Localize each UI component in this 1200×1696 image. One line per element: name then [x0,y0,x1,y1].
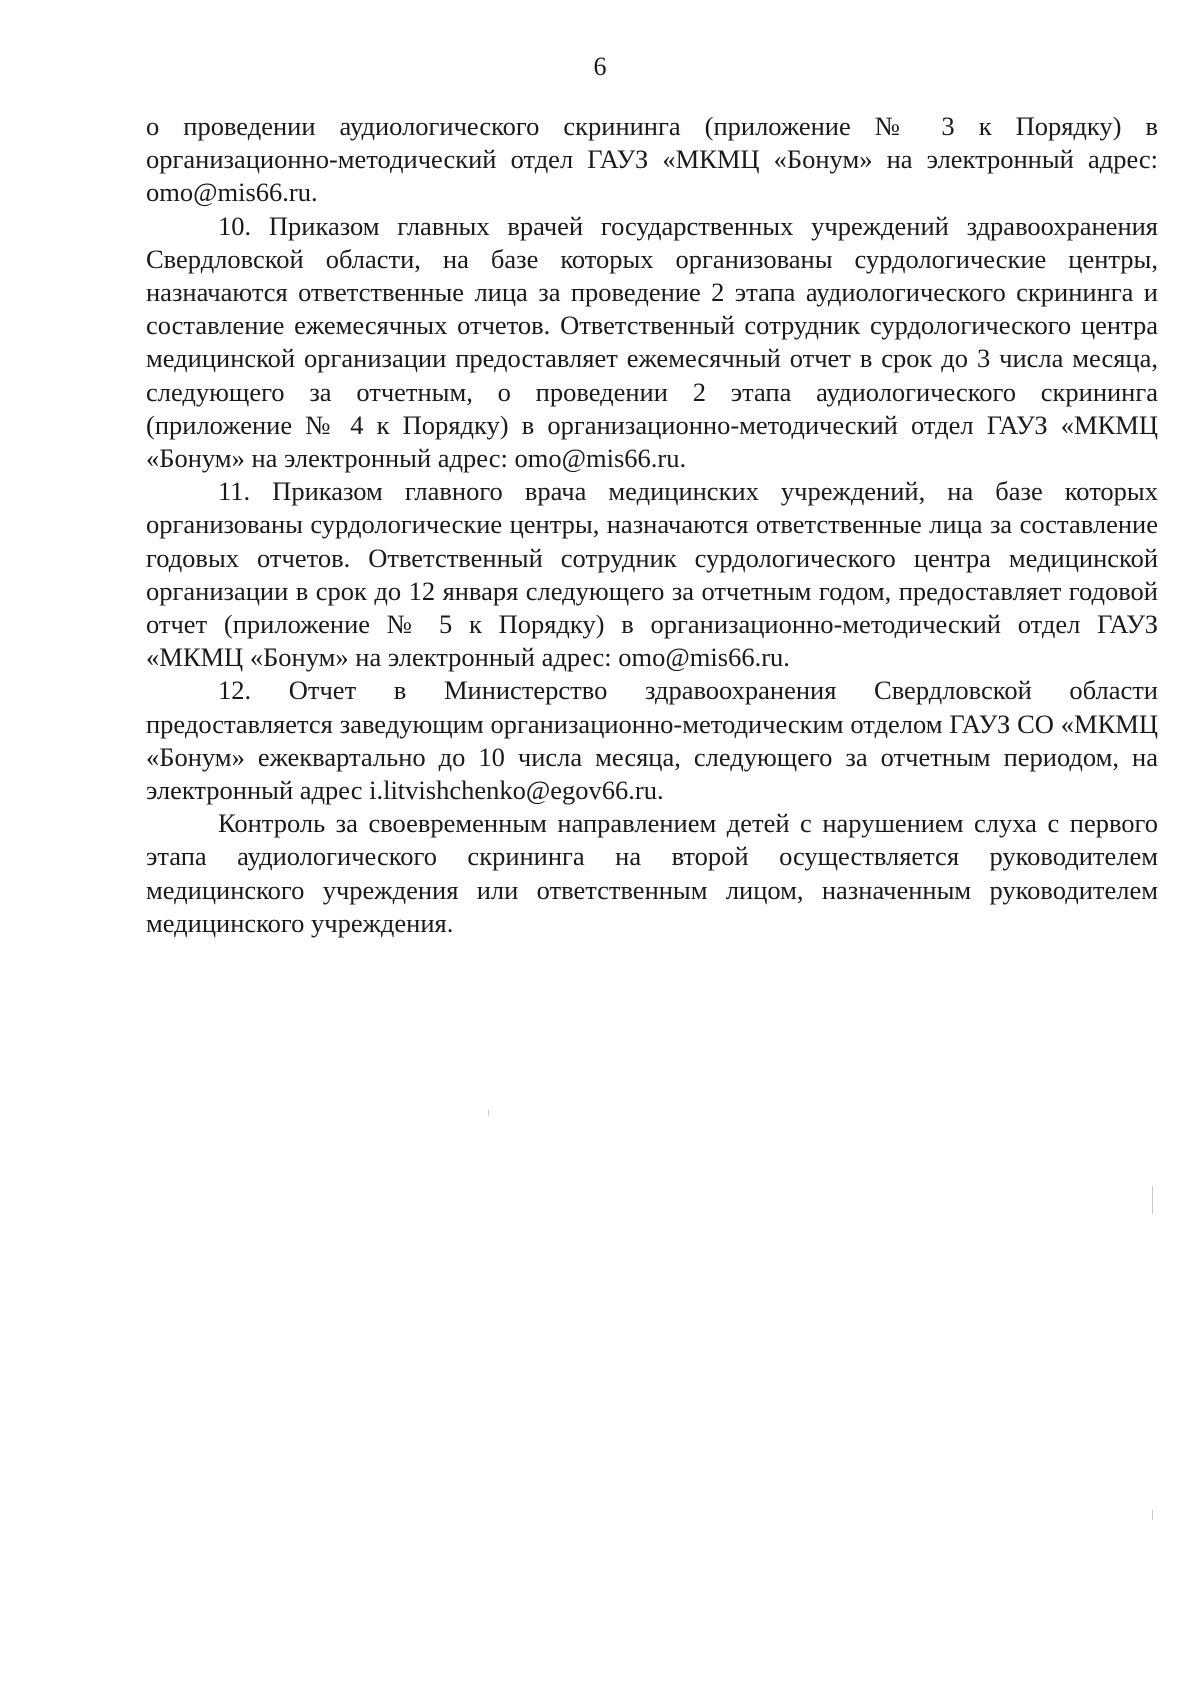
paragraph-item-11: 11. Приказом главного врача медицинских учреждений, на базе которых организованы сурдологические центры, назначаются ответственные лица за составление годовых отчетов. Ответственный сотрудник сурдологического центра медицинской организации в срок до 12 января следующего за отчетным годом, предоставляет годовой отчет (приложение № 5 к Порядку) в организационно-методический отдел ГАУЗ «МКМЦ «Бонум» на электронный адрес: omo@mis66.ru. [146,476,1158,673]
scan-speck [488,1110,489,1116]
paragraph-item-12: 12. Отчет в Министерство здравоохранения Свердловской области предоставляется заведующим организационно-методическим отделом ГАУЗ СО «МКМЦ «Бонум» ежеквартально до 10 числа месяца, следующего за отчетным периодом, на электронный адрес i.litvishchenko@egov66.ru. [146,675,1158,806]
paragraph-continuation: о проведении аудиологического скрининга (приложение № 3 к Порядку) в организационно-методический отдел ГАУЗ «МКМЦ «Бонум» на электронный адрес: omo@mis66.ru. [146,111,1158,208]
scan-speck [1152,1510,1153,1520]
paragraph-control: Контроль за своевременным направлением детей с нарушением слуха с первого этапа аудиологического скрининга на второй осуществляется руководителем медицинского учреждения или ответственным лицом, назначенным руководителем медицинского учреждения. [146,808,1158,938]
document-body [146,110,1158,940]
scan-speck [1152,1186,1153,1214]
paragraph-item-10: 10. Приказом главных врачей государственных учреждений здравоохранения Свердловской области, на базе которых организованы сурдологические центры, назначаются ответственные лица за проведение 2 этапа аудиологического скрининга и составление ежемесячных отчетов. Ответственный сотрудник сурдологического центра медицинской организации предоставляет ежемесячный отчет в срок до 3 числа месяца, следующего за отчетным, о проведении 2 этапа аудиологического скрининга (приложение № 4 к Порядку) в организационно-методический отдел ГАУЗ «МКМЦ «Бонум» на электронный адрес: omo@mis66.ru. [146,210,1158,474]
page-number: 6 [593,52,607,81]
